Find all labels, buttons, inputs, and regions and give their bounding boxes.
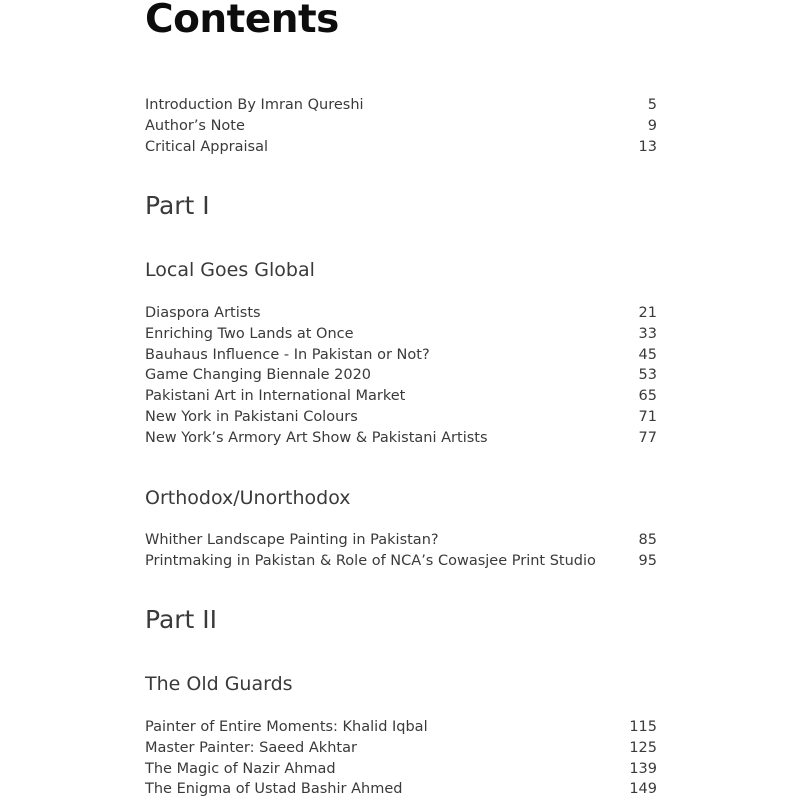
entry-title: Author’s Note <box>145 117 245 134</box>
entry-title: New York in Pakistani Colours <box>145 408 358 425</box>
entry-title: The Enigma of Ustad Bashir Ahmed <box>145 781 403 798</box>
entry-page-number: 95 <box>638 552 657 569</box>
entry-page-number: 53 <box>638 367 657 384</box>
toc-entry[interactable] <box>145 116 657 137</box>
group-entries-section <box>145 530 657 572</box>
entry-page-number: 21 <box>638 305 657 321</box>
page-title: Contents <box>145 0 339 42</box>
toc-entry[interactable] <box>145 365 657 386</box>
toc-entry[interactable] <box>145 303 657 324</box>
toc-entry[interactable] <box>145 717 657 738</box>
toc-entry[interactable] <box>145 386 657 407</box>
entry-page-number: 45 <box>638 346 657 363</box>
entry-title: Bauhaus Influence - In Pakistan or Not? <box>145 346 430 363</box>
entry-title: Painter of Entire Moments: Khalid Iqbal <box>145 719 428 735</box>
entry-page-number: 13 <box>638 138 657 155</box>
entry-page-number: 5 <box>647 97 657 113</box>
entry-page-number: 149 <box>629 781 657 798</box>
entry-title: Diaspora Artists <box>145 305 261 321</box>
toc-entry[interactable] <box>145 95 657 116</box>
entry-page-number: 65 <box>638 388 657 405</box>
toc-entry[interactable] <box>145 407 657 428</box>
entry-title: Master Painter: Saeed Akhtar <box>145 739 357 756</box>
group-entries-list <box>145 530 657 572</box>
part-heading: Part I <box>145 191 210 220</box>
toc-entry[interactable] <box>145 779 657 800</box>
front-matter-section <box>145 95 657 157</box>
entry-title: Printmaking in Pakistan & Role of NCA’s Cowasjee Print Studio <box>145 552 596 569</box>
toc-entry[interactable] <box>145 738 657 759</box>
entry-page-number: 71 <box>638 408 657 425</box>
toc-entry[interactable] <box>145 137 657 158</box>
entry-title: Critical Appraisal <box>145 138 268 155</box>
entry-page-number: 9 <box>647 117 657 134</box>
front-matter-list <box>145 95 657 157</box>
group-entries-list <box>145 717 657 800</box>
entry-title: New York’s Armory Art Show & Pakistani Artists <box>145 429 488 446</box>
entry-title: Enriching Two Lands at Once <box>145 325 354 342</box>
entry-page-number: 77 <box>638 429 657 446</box>
entry-title: Introduction By Imran Qureshi <box>145 97 364 113</box>
entry-page-number: 139 <box>629 760 657 777</box>
entry-page-number: 125 <box>629 739 657 756</box>
toc-entry[interactable] <box>145 551 657 572</box>
group-entries-section <box>145 303 657 449</box>
toc-entry[interactable] <box>145 759 657 780</box>
entry-title: Whither Landscape Painting in Pakistan? <box>145 532 439 548</box>
toc-entry[interactable] <box>145 530 657 551</box>
toc-entry[interactable] <box>145 324 657 345</box>
toc-entry[interactable] <box>145 345 657 366</box>
group-entries-list <box>145 303 657 449</box>
group-heading: The Old Guards <box>145 673 293 695</box>
part-heading: Part II <box>145 605 218 634</box>
entry-page-number: 33 <box>638 325 657 342</box>
group-entries-section <box>145 717 657 800</box>
group-heading: Orthodox/Unorthodox <box>145 487 351 509</box>
entry-title: Game Changing Biennale 2020 <box>145 367 372 384</box>
toc-entry[interactable] <box>145 428 657 449</box>
entry-title: Pakistani Art in International Market <box>145 388 406 405</box>
group-heading: Local Goes Global <box>145 259 315 281</box>
entry-title: The Magic of Nazir Ahmad <box>145 760 336 777</box>
entry-page-number: 115 <box>629 719 657 735</box>
entry-page-number: 85 <box>638 532 657 548</box>
